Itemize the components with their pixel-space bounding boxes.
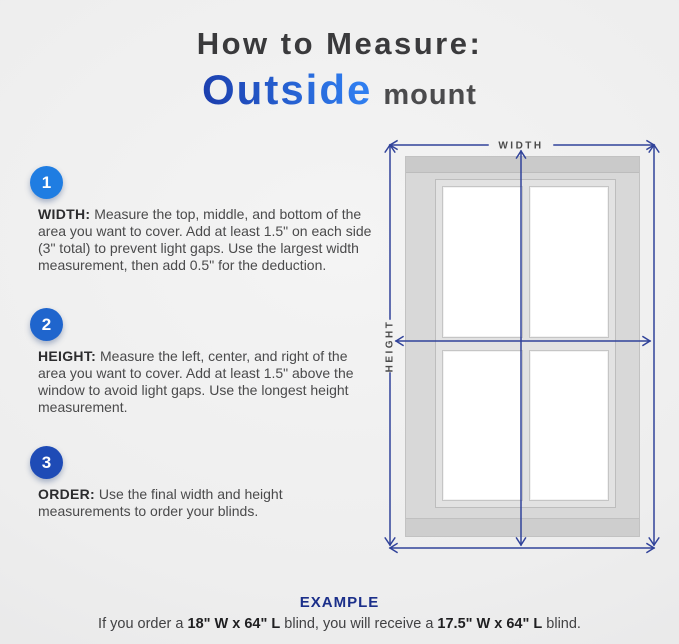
example-suffix: blind.: [542, 616, 581, 632]
width-arrowhead-right: [647, 141, 654, 149]
window-pane: [529, 186, 610, 338]
window-sash: [435, 179, 616, 508]
step-2-label: HEIGHT:: [38, 348, 97, 364]
step-2-text: [38, 348, 378, 416]
example-heading: EXAMPLE: [299, 594, 380, 611]
step-2-body: Measure the left, center, and right of the area you want to cover. Add at least 1.5" above the window to avoid light gaps. Use the longest height measurement.: [38, 348, 354, 415]
example-received-size: 17.5" W x 64" L: [437, 616, 543, 632]
right-arrowhead-bottom: [649, 538, 659, 545]
middle-horizontal-arrowhead-left: [396, 337, 403, 346]
width-label: WIDTH: [498, 140, 544, 152]
width-arrowhead-left: [390, 141, 397, 149]
window-pane: [529, 350, 610, 502]
title-line2: [0, 66, 679, 114]
bottom-arrowhead-right: [647, 544, 654, 553]
window-illustration: [405, 156, 640, 537]
step-1-badge: 1: [30, 166, 63, 199]
right-height-arrow: [649, 145, 659, 545]
window-pane: [442, 350, 523, 502]
window-bottom-casing: [406, 518, 639, 536]
step-3-badge: 3: [30, 446, 63, 479]
window-pane: [442, 186, 523, 338]
middle-horizontal-arrowhead-right: [643, 337, 650, 346]
step-height: [30, 308, 382, 416]
page-title: [0, 26, 679, 114]
bottom-width-arrow: [390, 544, 654, 553]
step-1-text: [38, 206, 378, 274]
height-arrow: [385, 145, 395, 545]
title-line1: How to Measure:: [196, 26, 483, 61]
step-3-label: ORDER:: [38, 486, 96, 502]
example-middle: blind, you will receive a: [280, 616, 438, 632]
center-vertical-arrowhead-bottom: [517, 538, 526, 545]
height-label: HEIGHT: [384, 319, 396, 373]
title-highlight-outside: Outside: [202, 66, 373, 113]
step-1-label: WIDTH:: [38, 206, 91, 222]
right-arrowhead-top: [649, 145, 659, 152]
window-top-casing: [406, 157, 639, 173]
example-ordered-size: 18" W x 64" L: [187, 616, 281, 632]
height-arrowhead-top: [385, 145, 395, 152]
step-3-body: Use the final width and height measurements to order your blinds.: [38, 486, 283, 519]
bottom-arrowhead-left: [390, 544, 397, 553]
example-section: [0, 594, 679, 632]
step-order: [30, 446, 382, 520]
title-suffix-mount: mount: [383, 79, 477, 111]
step-width: [30, 166, 382, 274]
width-arrow: [390, 141, 654, 149]
step-2-badge: 2: [30, 308, 63, 341]
step-3-text: [38, 486, 378, 520]
window-measurement-diagram: [382, 138, 660, 558]
example-prefix: If you order a: [98, 616, 188, 632]
example-text: [0, 616, 679, 632]
height-arrowhead-bottom: [385, 538, 395, 545]
step-1-body: Measure the top, middle, and bottom of the area you want to cover. Add at least 1.5" on each side (3" total) to prevent light gaps. Use the largest width measurement, then add 0.5" for the deduction.: [38, 206, 372, 273]
